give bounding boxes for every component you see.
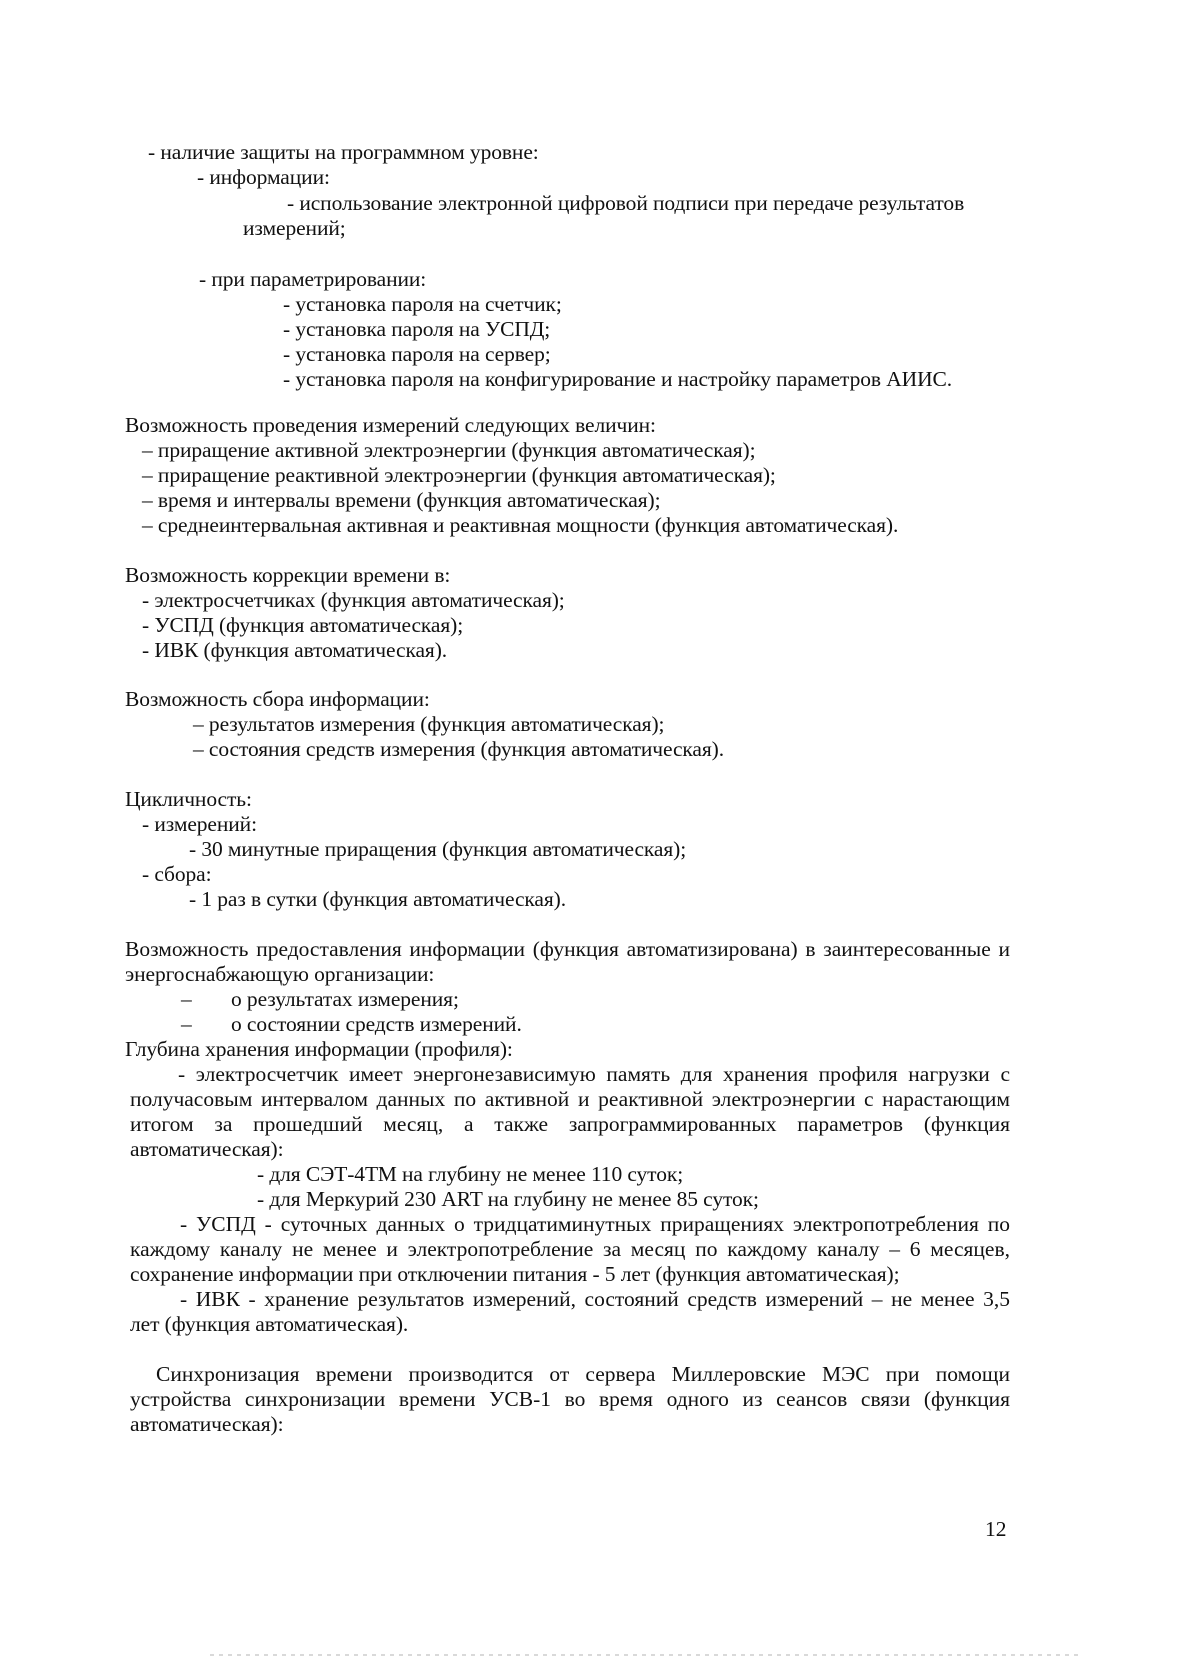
protection-information-subheading: - информации: — [197, 165, 330, 189]
storage-meter-paragraph-4: автоматическая): — [130, 1137, 284, 1161]
storage-ivk-paragraph-2: лет (функция автоматическая). — [130, 1312, 409, 1336]
storage-uspd-paragraph-3: сохранение информации при отключении питания - 5 лет (функция автоматическая); — [130, 1262, 900, 1286]
time-correction-meters: - электросчетчиках (функция автоматическая); — [142, 588, 565, 612]
protection-software-heading: - наличие защиты на программном уровне: — [148, 140, 539, 164]
storage-meter-paragraph-3: итогом за прошедший месяц, а также запрограммированных параметров (функция — [130, 1112, 1010, 1136]
time-sync-paragraph: Синхронизация времени производится от сервера Миллеровские МЭС при помощи — [156, 1362, 1010, 1386]
storage-set4tm: - для СЭТ-4ТМ на глубину не менее 110 суток; — [257, 1162, 684, 1186]
info-provision-dash-1: – — [181, 987, 192, 1011]
parametrization-subheading: - при параметрировании: — [199, 267, 427, 291]
scan-artifact-line — [210, 1654, 1080, 1656]
storage-uspd-paragraph: - УСПД - суточных данных о тридцатиминутных приращениях электропотребления по — [180, 1212, 1010, 1236]
storage-meter-paragraph: - электросчетчик имеет энергонезависимую память для хранения профиля нагрузки с — [178, 1062, 1010, 1086]
cyclicity-30min: - 30 минутные приращения (функция автоматическая); — [189, 837, 687, 861]
password-meter-item: - установка пароля на счетчик; — [283, 292, 562, 316]
info-provision-results: о результатах измерения; — [231, 987, 459, 1011]
storage-uspd-paragraph-2: каждому каналу не менее и электропотребление за месяц по каждому каналу – 6 месяцев, — [130, 1237, 1010, 1261]
measurement-item-power: – среднеинтервальная активная и реактивная мощности (функция автоматическая). — [142, 513, 899, 537]
storage-depth-heading: Глубина хранения информации (профиля): — [125, 1037, 513, 1061]
cyclicity-collection: - сбора: — [142, 862, 212, 886]
data-collection-states: – состояния средств измерения (функция автоматическая). — [193, 737, 724, 761]
time-sync-paragraph-3: автоматическая): — [130, 1412, 284, 1436]
digital-signature-item: - использование электронной цифровой подписи при передаче результатов — [287, 191, 965, 215]
storage-mercury230: - для Меркурий 230 ART на глубину не менее 85 суток; — [257, 1187, 759, 1211]
storage-ivk-paragraph: - ИВК - хранение результатов измерений, состояний средств измерений – не менее 3,5 — [180, 1287, 1010, 1311]
digital-signature-item-cont: измерений; — [243, 216, 346, 240]
password-uspd-item: - установка пароля на УСПД; — [283, 317, 551, 341]
measurement-item-reactive: – приращение реактивной электроэнергии (функция автоматическая); — [142, 463, 776, 487]
cyclicity-measurements: - измерений: — [142, 812, 257, 836]
storage-meter-paragraph-2: получасовым интервалом данных по активной и реактивной электроэнергии с нарастающим — [130, 1087, 1010, 1111]
password-server-item: - установка пароля на сервер; — [283, 342, 551, 366]
info-provision-paragraph-cont: энергоснабжающую организации: — [125, 962, 435, 986]
info-provision-dash-2: – — [181, 1012, 192, 1036]
measurement-item-time: – время и интервалы времени (функция автоматическая); — [142, 488, 661, 512]
measurement-item-active: – приращение активной электроэнергии (функция автоматическая); — [142, 438, 756, 462]
cyclicity-daily: - 1 раз в сутки (функция автоматическая). — [189, 887, 566, 911]
data-collection-results: – результатов измерения (функция автоматическая); — [193, 712, 665, 736]
time-correction-ivk: - ИВК (функция автоматическая). — [142, 638, 448, 662]
data-collection-heading: Возможность сбора информации: — [125, 687, 430, 711]
info-provision-states: о состоянии средств измерений. — [231, 1012, 522, 1036]
page-number: 12 — [985, 1517, 1007, 1541]
info-provision-paragraph: Возможность предоставления информации (функция автоматизирована) в заинтересованные и — [125, 937, 1010, 961]
cyclicity-heading: Цикличность: — [125, 787, 252, 811]
time-correction-heading: Возможность коррекции времени в: — [125, 563, 451, 587]
time-sync-paragraph-2: устройства синхронизации времени УСВ-1 во время одного из сеансов связи (функция — [130, 1387, 1010, 1411]
measurements-heading: Возможность проведения измерений следующих величин: — [125, 413, 656, 437]
time-correction-uspd: - УСПД (функция автоматическая); — [142, 613, 464, 637]
password-config-item: - установка пароля на конфигурирование и настройку параметров АИИС. — [283, 367, 953, 391]
